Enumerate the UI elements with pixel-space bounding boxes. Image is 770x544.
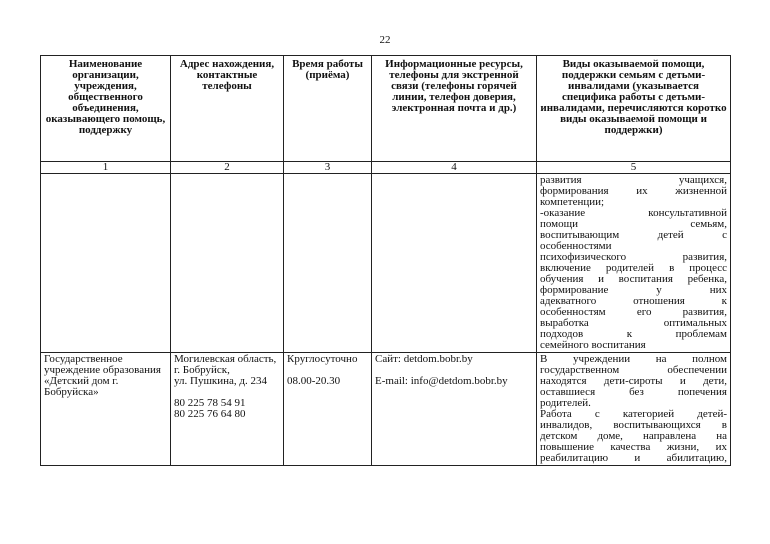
empty-cell bbox=[284, 174, 372, 353]
text-line: особенностями bbox=[540, 240, 612, 252]
phone-number: 80 225 76 64 80 bbox=[174, 408, 246, 420]
header-info-resources: Информационные ресурсы, телефоны для экстренной связи (телефоны горячей линии, телефон доверия, электронная почта и др.) bbox=[372, 56, 537, 162]
help-description-continued bbox=[537, 174, 731, 353]
column-number-row bbox=[41, 162, 731, 174]
hours-cell bbox=[284, 353, 372, 466]
header-hours: Время работы (приёма) bbox=[284, 56, 372, 162]
column-number: 1 bbox=[41, 162, 171, 174]
column-number: 5 bbox=[537, 162, 731, 174]
help-description bbox=[537, 353, 731, 466]
organization-row bbox=[41, 353, 731, 466]
empty-cell bbox=[372, 174, 537, 353]
text-line: семейного воспитания bbox=[540, 339, 646, 351]
column-number: 4 bbox=[372, 162, 537, 174]
text-line: включение родителей в процесс bbox=[540, 262, 727, 274]
text-line: психофизического развития, bbox=[540, 251, 727, 263]
phone-number: 80 225 78 54 91 bbox=[174, 397, 246, 409]
text-line: оставшиеся без попечения bbox=[540, 386, 727, 398]
text-line: реабилитацию и абилитацию, bbox=[540, 452, 727, 464]
text-line: Работа с категорией детей- bbox=[540, 408, 727, 420]
empty-cell bbox=[41, 174, 171, 353]
empty-cell bbox=[171, 174, 284, 353]
text-line: находятся дети-сироты и дети, bbox=[540, 375, 727, 387]
text-line: родителей. bbox=[540, 397, 591, 409]
text-line: выработка оптимальных bbox=[540, 317, 727, 329]
text-line: повышение качества жизни, их bbox=[540, 441, 727, 453]
hours-line: Круглосуточно bbox=[287, 353, 358, 365]
text-line: детском доме, направлена на bbox=[540, 430, 727, 442]
hours-line: 08.00-20.30 bbox=[287, 375, 341, 387]
address-line: Могилевская область, bbox=[174, 353, 277, 365]
text-line: -оказание консультативной bbox=[540, 207, 727, 219]
continuation-row bbox=[41, 174, 731, 353]
website-text: Сайт: detdom.bobr.by bbox=[375, 353, 473, 365]
address-cell bbox=[171, 353, 284, 466]
address-line: г. Бобруйск, bbox=[174, 364, 230, 376]
header-row bbox=[41, 56, 731, 162]
text-line: формирование у них bbox=[540, 284, 727, 296]
text-line: подходов к проблемам bbox=[540, 328, 727, 340]
text-line: В учреждении на полном bbox=[540, 353, 727, 365]
info-resources-cell bbox=[372, 353, 537, 466]
text-line: формирования их жизненной bbox=[540, 185, 727, 197]
text-line: воспитывающим детей с bbox=[540, 229, 727, 241]
header-help-types: Виды оказываемой помощи, поддержки семьям с детьми-инвалидами (указывается специфика работы с детьми-инвалидами, перечисляются коротко виды оказываемой помощи и поддержки) bbox=[537, 56, 731, 162]
text-line: инвалидов, воспитывающихся в bbox=[540, 419, 727, 431]
header-address: Адрес нахождения, контактные телефоны bbox=[171, 56, 284, 162]
text-line: обучения и воспитания ребенка, bbox=[540, 273, 727, 285]
text-line: особенностям его развития, bbox=[540, 306, 727, 318]
text-line: государственном обеспечении bbox=[540, 364, 727, 376]
text-line: адекватного отношения к bbox=[540, 295, 727, 307]
text-line: развития учащихся, bbox=[540, 174, 727, 186]
address-line: ул. Пушкина, д. 234 bbox=[174, 375, 268, 387]
page-number: 22 bbox=[379, 34, 391, 46]
services-table bbox=[40, 55, 731, 466]
text-line: компетенции; bbox=[540, 196, 605, 208]
organization-name: Государственное учреждение образования «Детский дом г. Бобруйска» bbox=[41, 353, 171, 466]
email-text: E-mail: info@detdom.bobr.by bbox=[375, 375, 508, 387]
header-organization: Наименование организации, учреждения, общественного объединения, оказывающего помощь, поддержку bbox=[41, 56, 171, 162]
text-line: помощи семьям, bbox=[540, 218, 727, 230]
column-number: 3 bbox=[284, 162, 372, 174]
column-number: 2 bbox=[171, 162, 284, 174]
